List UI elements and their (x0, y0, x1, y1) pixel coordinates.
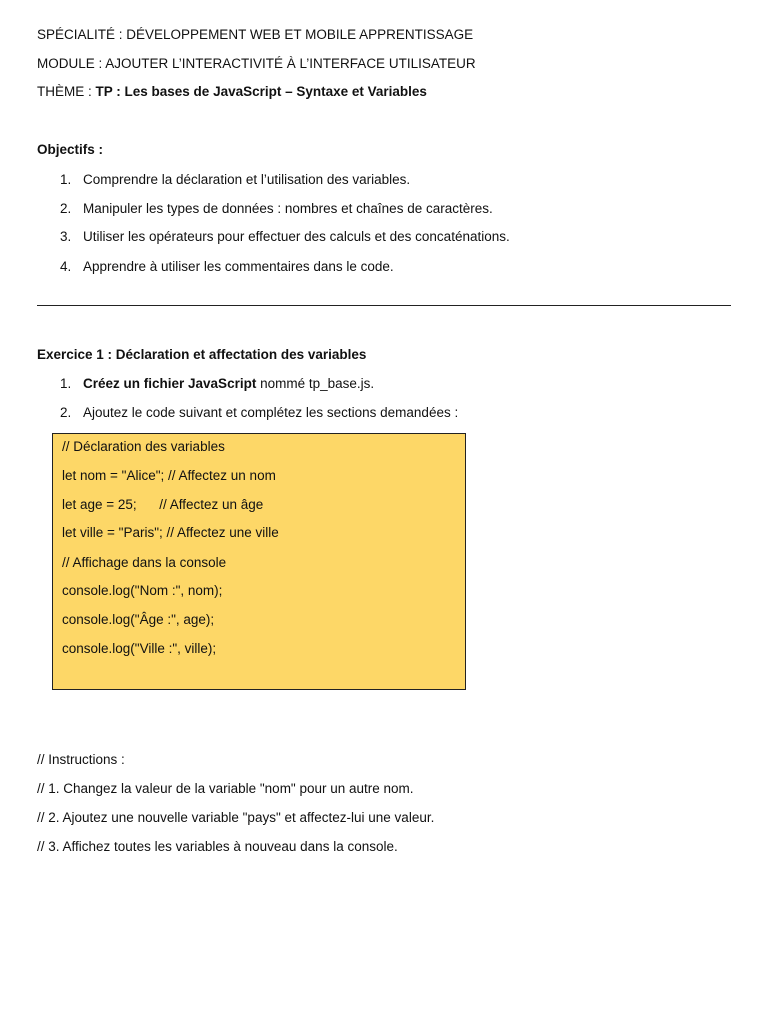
instruction-line: // 2. Ajoutez une nouvelle variable "pays" et affectez-lui une valeur. (37, 810, 435, 825)
theme-title: TP : Les bases de JavaScript – Syntaxe et Variables (95, 84, 427, 99)
step-bold-text: Créez un fichier JavaScript (83, 376, 257, 391)
list-number: 4. (60, 259, 72, 274)
list-item (60, 171, 410, 189)
theme-prefix: THÈME : (37, 84, 96, 99)
code-line: console.log("Âge :", age); (62, 612, 215, 627)
list-item (60, 200, 493, 218)
code-line: console.log("Ville :", ville); (62, 641, 217, 656)
exercice1-heading: Exercice 1 : Déclaration et affectation des variables (37, 347, 367, 362)
list-item (60, 375, 374, 393)
instruction-line: // 1. Changez la valeur de la variable "nom" pour un autre nom. (37, 781, 414, 796)
objectifs-heading: Objectifs : (37, 142, 104, 157)
code-line: let ville = "Paris"; // Affectez une ville (62, 525, 279, 540)
list-number: 1. (60, 376, 72, 391)
list-item (60, 404, 458, 422)
list-number: 1. (60, 172, 72, 187)
specialite-line: SPÉCIALITÉ : DÉVELOPPEMENT WEB ET MOBILE APPRENTISSAGE (37, 27, 474, 42)
list-text: Manipuler les types de données : nombres et chaînes de caractères. (83, 201, 493, 216)
instruction-line: // 3. Affichez toutes les variables à nouveau dans la console. (37, 839, 398, 854)
horizontal-divider (37, 305, 731, 306)
list-item (60, 228, 510, 246)
code-line: // Affichage dans la console (62, 555, 227, 570)
theme-line (37, 83, 427, 101)
instruction-line: // Instructions : (37, 752, 125, 767)
step-text: Ajoutez le code suivant et complétez les sections demandées : (83, 405, 459, 420)
code-block (52, 433, 466, 690)
list-number: 2. (60, 201, 72, 216)
list-item (60, 258, 394, 276)
code-line: // Déclaration des variables (62, 439, 225, 454)
list-text: Utiliser les opérateurs pour effectuer des calculs et des concaténations. (83, 229, 510, 244)
step-text: nommé tp_base.js. (256, 376, 375, 391)
code-line: let nom = "Alice"; // Affectez un nom (62, 468, 276, 483)
module-line: MODULE : AJOUTER L’INTERACTIVITÉ À L’INTERFACE UTILISATEUR (37, 56, 476, 71)
list-number: 2. (60, 405, 72, 420)
code-line: console.log("Nom :", nom); (62, 583, 223, 598)
code-line: let age = 25; // Affectez un âge (62, 497, 264, 512)
list-text: Comprendre la déclaration et l’utilisation des variables. (83, 172, 411, 187)
list-text: Apprendre à utiliser les commentaires dans le code. (83, 259, 394, 274)
list-number: 3. (60, 229, 72, 244)
